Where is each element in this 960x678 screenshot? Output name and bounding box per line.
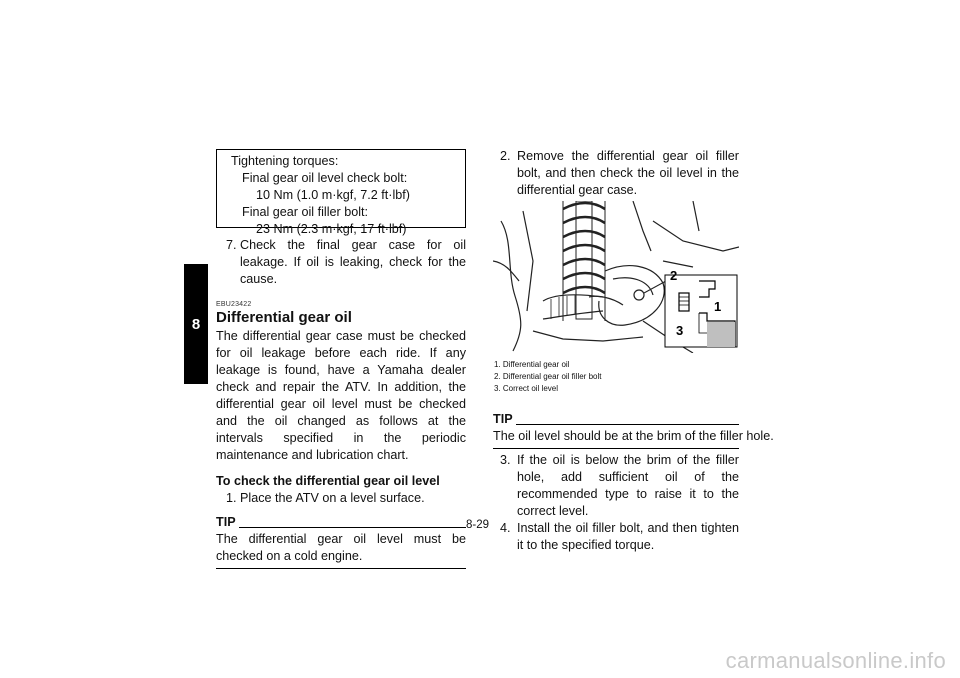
step-text: Check the final gear case for oil leakage. If oil is leaking, check for the cause. [240, 238, 466, 286]
tip-box [493, 411, 774, 449]
section-heading: Differential gear oil [216, 309, 352, 326]
watermark-link[interactable]: carmanualsonline.info [725, 648, 946, 673]
tip-bottom-rule [493, 448, 739, 449]
reference-code: EBU23422 [216, 301, 252, 308]
torque-filler-bolt-value: 23 Nm (2.3 m·kgf, 17 ft·lbf) [256, 222, 407, 236]
step-number: 1. [226, 491, 237, 505]
left-column [216, 149, 466, 569]
page-number: 8-29 [466, 519, 490, 531]
chapter-number: 8 [191, 315, 201, 333]
oil-level-shading [707, 322, 735, 347]
chapter-tab [184, 264, 208, 384]
torque-spec-box [216, 149, 466, 236]
differential-gear-figure [493, 201, 739, 353]
tip-box [216, 514, 466, 569]
step-number: 7. [226, 238, 237, 252]
tip-header [216, 514, 466, 531]
step-4 [493, 520, 739, 554]
torque-filler-bolt-label: Final gear oil filler bolt: [242, 205, 368, 219]
tip-label: TIP [493, 412, 513, 426]
callout-3: 3 [676, 323, 684, 338]
tip-text: The oil level should be at the brim of the filler hole. [493, 429, 774, 443]
step-number: 4. [500, 521, 511, 535]
differential-gear-illustration [493, 201, 739, 353]
procedure-heading: To check the differential gear oil level [216, 474, 440, 488]
step-3 [493, 452, 739, 520]
tip-label: TIP [216, 515, 236, 529]
right-column [493, 148, 774, 554]
step-1 [216, 490, 466, 507]
step-7 [216, 237, 466, 288]
legend-item-1: 1. Differential gear oil [494, 360, 570, 369]
step-2 [493, 148, 739, 199]
step-text: Place the ATV on a level surface. [240, 491, 425, 505]
callout-1: 1 [714, 299, 722, 314]
tip-rule [516, 424, 739, 425]
tip-header [493, 411, 739, 428]
section-intro: The differential gear case must be checked for oil leakage before each ride. If any leakage is found, have a Yamaha dealer check and repair the ATV. In addition, the differential gear oil level must be checked and the oil changed as follows at the intervals specified in the periodic maintenance and lubrication chart. [216, 329, 466, 462]
step-number: 2. [500, 149, 511, 163]
step-number: 3. [500, 453, 511, 467]
tip-bottom-rule [216, 568, 466, 569]
tip-text: The differential gear oil level must be checked on a cold engine. [216, 532, 466, 563]
step-text: Remove the differential gear oil filler bolt, and then check the oil level in the differential gear case. [517, 149, 739, 197]
torque-title: Tightening torques: [231, 154, 339, 168]
step-text: Install the oil filler bolt, and then tighten it to the specified torque. [517, 521, 739, 552]
torque-check-bolt-value: 10 Nm (1.0 m·kgf, 7.2 ft·lbf) [256, 188, 410, 202]
torque-check-bolt-label: Final gear oil level check bolt: [242, 171, 408, 185]
tip-rule [239, 527, 466, 528]
callout-2: 2 [670, 268, 678, 283]
legend-item-3: 3. Correct oil level [494, 384, 559, 393]
step-text: If the oil is below the brim of the filler hole, add sufficient oil of the recommended type to raise it to the correct level. [517, 453, 739, 518]
figure-legend [493, 359, 739, 395]
legend-item-2: 2. Differential gear oil filler bolt [494, 372, 602, 381]
